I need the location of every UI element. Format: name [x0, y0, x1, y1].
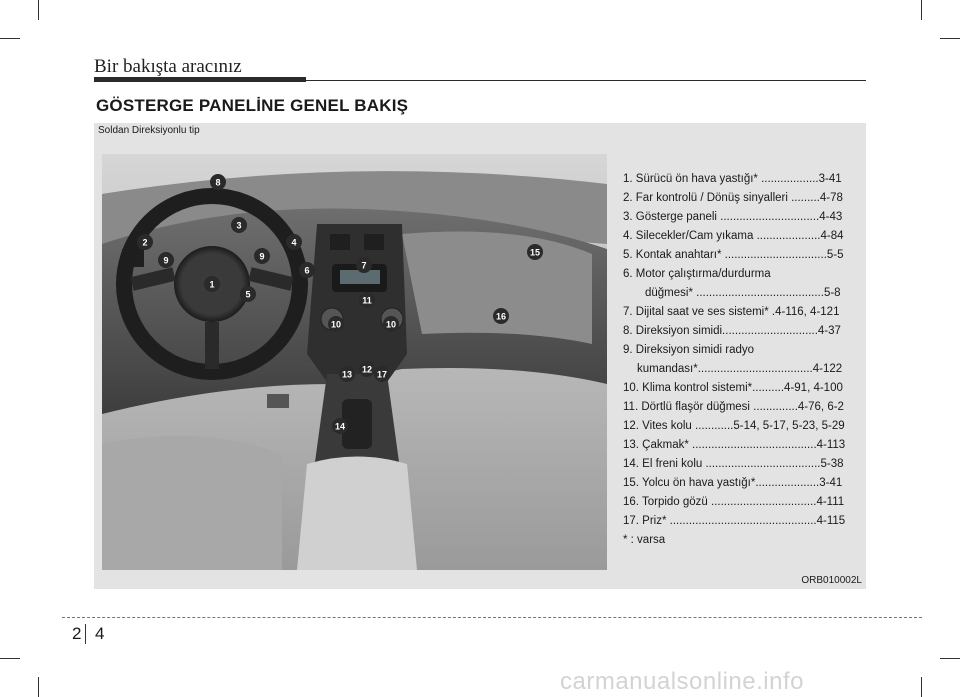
svg-text:8: 8	[215, 177, 221, 188]
figure-subtitle: Soldan Direksiyonlu tip	[98, 125, 200, 136]
svg-text:2: 2	[142, 237, 148, 248]
page-number-divider	[85, 624, 86, 644]
svg-text:15: 15	[529, 247, 541, 258]
callout-7	[356, 257, 372, 273]
callout-14	[332, 418, 348, 434]
callout-9-left	[158, 252, 174, 268]
callout-2	[137, 234, 153, 250]
callout-10-left	[328, 316, 344, 332]
crop-mark	[38, 0, 39, 20]
svg-text:1: 1	[209, 279, 215, 290]
callout-10-right	[383, 316, 399, 332]
callout-6	[299, 262, 315, 278]
callout-3	[231, 217, 247, 233]
svg-text:6: 6	[304, 265, 310, 276]
legend-item: 1. Sürücü ön hava yastığı* ..................3-41	[623, 173, 842, 185]
callout-4	[286, 234, 302, 250]
legend-item: 2. Far kontrolü / Dönüş sinyalleri .........4-78	[623, 192, 843, 204]
legend-item: 3. Gösterge paneli ...............................4-43	[623, 211, 843, 223]
legend-item: 6. Motor çalıştırma/durdurma	[623, 268, 771, 280]
dashboard-drawing	[102, 154, 607, 570]
legend-item: 7. Dijital saat ve ses sistemi* .4-116, 4-121	[623, 306, 840, 318]
svg-text:13: 13	[341, 369, 353, 380]
chapter-number: 2	[72, 624, 82, 643]
legend-item: 8. Direksiyon simidi..............................4-37	[623, 325, 841, 337]
legend-item: 9. Direksiyon simidi radyo	[623, 344, 755, 356]
callout-17	[374, 366, 390, 382]
section-title: GÖSTERGE PANELİNE GENEL BAKIŞ	[96, 96, 409, 115]
svg-text:4: 4	[291, 237, 297, 248]
legend-item: 13. Çakmak* .......................................4-113	[623, 439, 846, 451]
crop-mark	[921, 0, 922, 20]
svg-text:10: 10	[385, 319, 397, 330]
svg-text:14: 14	[334, 421, 346, 432]
page-number: 4	[95, 624, 105, 643]
svg-text:16: 16	[495, 311, 507, 322]
header-rule	[94, 77, 306, 82]
legend-item-continuation: düğmesi* ........................................5-8	[645, 287, 841, 299]
footer-rule	[62, 617, 922, 618]
callout-13	[339, 366, 355, 382]
legend-item-continuation: kumandası*....................................4-122	[637, 363, 843, 375]
callout-15	[527, 244, 543, 260]
crop-mark	[0, 658, 20, 659]
figure-code: ORB010002L	[801, 575, 862, 586]
crop-mark	[940, 38, 960, 39]
legend-item: 10. Klima kontrol sistemi*..........4-91, 4-100	[623, 382, 843, 394]
legend-item: 12. Vites kolu ............5-14, 5-17, 5-23, 5-29	[623, 420, 845, 432]
legend-list	[623, 170, 855, 550]
legend-item: 14. El freni kolu ....................................5-38	[623, 458, 844, 470]
svg-text:9: 9	[259, 251, 265, 262]
crop-mark	[38, 677, 39, 697]
callout-16	[493, 308, 509, 324]
svg-text:3: 3	[236, 220, 242, 231]
callout-11	[359, 292, 375, 308]
crop-mark	[940, 658, 960, 659]
callout-8	[210, 174, 226, 190]
callout-5	[240, 286, 256, 302]
watermark: carmanualsonline.info	[560, 668, 804, 695]
header-rule-thin	[306, 80, 866, 81]
legend-footnote: * : varsa	[623, 534, 666, 546]
svg-text:17: 17	[376, 369, 388, 380]
legend-item: 5. Kontak anahtarı* ................................5-5	[623, 249, 844, 261]
legend-item: 11. Dörtlü flaşör düğmesi ..............4-76, 6-2	[623, 401, 844, 413]
legend-item: 17. Priz* ..............................................4-115	[623, 515, 846, 527]
svg-text:10: 10	[330, 319, 342, 330]
legend-item: 16. Torpido gözü .................................4-111	[623, 496, 845, 508]
svg-text:12: 12	[361, 364, 373, 375]
svg-text:5: 5	[245, 289, 251, 300]
svg-text:9: 9	[163, 255, 169, 266]
callout-1	[204, 276, 220, 292]
page-header-title: Bir bakışta aracınız	[94, 56, 242, 77]
crop-mark	[921, 677, 922, 697]
svg-text:11: 11	[362, 295, 372, 306]
callout-9-right	[254, 248, 270, 264]
svg-text:7: 7	[361, 260, 367, 271]
callout-12	[359, 361, 375, 377]
crop-mark	[0, 38, 20, 39]
dashboard-illustration	[102, 154, 607, 570]
legend-item: 4. Silecekler/Cam yıkama ....................4-84	[623, 230, 844, 242]
legend-item: 15. Yolcu ön hava yastığı*....................3-41	[623, 477, 843, 489]
